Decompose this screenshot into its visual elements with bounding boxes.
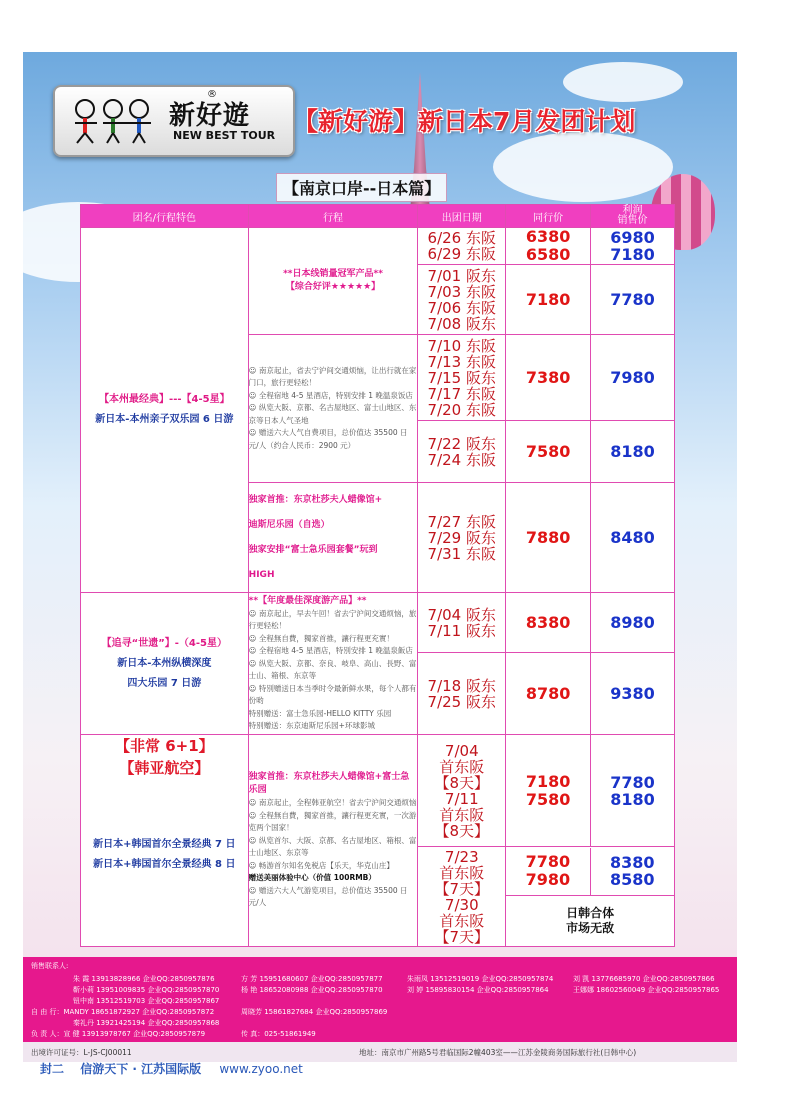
itinerary-item: ☺ 纵览大阪、京都、奈良、岐阜、高山、長野、富士山、箱根、东京等 (248, 658, 417, 680)
price-value: 6580 (525, 245, 571, 264)
website-link[interactable]: www.zyoo.net (219, 1062, 303, 1076)
profit-value: 8380 (610, 853, 655, 873)
col-header-date: 出团日期 (418, 205, 506, 228)
contact-entry: 方 芳 15951680607 企业QQ:2850957877 (241, 975, 383, 983)
contact-entry: 传 真：025-51861949 (241, 1030, 316, 1038)
promo-line: HIGH (248, 569, 275, 580)
departure-date: 7/18 阪东 (427, 676, 496, 695)
tour-name: 新日本+韩国首尔全景经典 8 日 (93, 859, 236, 870)
promo-note-cell (506, 896, 674, 946)
col-header-profit-bottom: 销售价 (617, 215, 648, 226)
profit-value: 7780 (591, 265, 675, 335)
contact-entry: 自 由 行：MANDY 18651872927 企业QQ:2850957872 (31, 1008, 215, 1016)
date-cell (418, 847, 506, 947)
promo-line: 独家首推：东京杜莎夫人蜡像馆+富士急乐园 (248, 772, 410, 796)
departure-date: 7/10 东阪 (427, 336, 496, 355)
departure-date: 7/17 东阪 (427, 384, 496, 403)
contact-entry: 刘 婷 15895830154 企业QQ:2850957864 (407, 986, 549, 994)
profit-cell (591, 735, 675, 847)
itinerary-slogan-cell (248, 228, 418, 335)
price-value: 8380 (506, 593, 591, 653)
table-row (81, 228, 675, 265)
departure-date: 7/06 东阪 (427, 298, 496, 317)
tour-name: 四大乐园 7 日游 (127, 677, 202, 689)
itinerary-item: ☺ 全程宿地 4-5 星酒店，特别安排 1 晚温泉饭店 (248, 390, 413, 400)
table-header-row (81, 205, 675, 228)
date-cell (418, 265, 506, 335)
contacts-label: 销售联系人: (31, 962, 69, 970)
sales-contacts (23, 957, 737, 1042)
profit-value: 6980 (610, 228, 655, 247)
contact-entry: 钮中南 13512519703 企业QQ:2850957867 (73, 997, 220, 1005)
tour-name-highlight: 【追寻“世遗”】-（4-5星） (101, 637, 228, 649)
table-row (81, 593, 675, 653)
publication-name: 信游天下 · 江苏国际版 (80, 1062, 202, 1076)
profit-value: 7180 (610, 245, 655, 264)
contact-entry: 秦礼丹 13921425194 企业QQ:2850957868 (73, 1019, 220, 1027)
profit-cell (591, 228, 675, 265)
itinerary-item: ☺ 赠送六大人气自费项目，总价值达 35500 日元/人（约合人民币：2900 元） (248, 428, 408, 450)
contact-entry: 负 责 人：宣 健 13913978767 企业QQ:2850957879 (31, 1030, 206, 1038)
col-header-profit-top: 利润 (622, 205, 643, 216)
departure-route: 首东阪 (439, 805, 485, 824)
tour-name: 新日本-本州亲子双乐园 6 日游 (95, 414, 234, 425)
departure-date: 7/29 阪东 (427, 528, 496, 547)
price-value: 7180 (525, 771, 571, 791)
date-cell (418, 593, 506, 653)
price-cell (506, 735, 591, 847)
slogan-line: **【年度最佳深度游产品】** (248, 595, 367, 606)
col-header-name: 团名/行程特色 (81, 205, 249, 228)
bottom-caption (40, 1060, 303, 1077)
col-header-price: 同行价 (506, 205, 591, 228)
date-cell (418, 421, 506, 483)
price-value: 7780 (525, 852, 571, 872)
date-cell (418, 335, 506, 421)
date-cell (418, 653, 506, 735)
itinerary-item: ☺ 南京起止，省去宁沪间交通烦恼，让出行就在家门口，旅行更轻松！ (248, 365, 417, 388)
itinerary-item: ☺ 赠送六大人气游览项目，总价值达 35500 日元/人 (248, 885, 408, 908)
tour-schedule-table (80, 204, 675, 947)
trip-length: 【7天】 (434, 927, 490, 946)
registered-mark: ® (207, 89, 217, 100)
itinerary-item: ☺ 全程宿地 4-5 星酒店，特別安排 1 晚温泉飯店 (248, 646, 413, 655)
promo-note: 市场无敌 (566, 920, 615, 935)
contact-entry: 周晓芳 15861827684 企业QQ:2850957869 (241, 1008, 388, 1016)
itinerary-details-cell (248, 335, 418, 483)
itinerary-item: ☺ 纵览大阪、京都、名古屋地区、富士山地区、东京等日本人气圣地 (248, 403, 417, 425)
departure-date: 7/15 阪东 (427, 368, 496, 387)
profit-value: 8580 (610, 870, 655, 890)
spacer (81, 779, 248, 835)
itinerary-item: ☺ 畅游首尔知名免税店【乐天，华克山庄】 (248, 860, 394, 870)
price-value: 7580 (506, 421, 591, 483)
tour-name: 新日本-本州纵横深度 (117, 657, 212, 669)
date-cell (418, 483, 506, 593)
departure-date: 7/22 阪东 (427, 434, 496, 453)
itinerary-item: ☺ 全程無自費，獨家首推，讓行程更充實！ (248, 633, 394, 643)
departure-date: 7/11 (444, 789, 479, 808)
profit-value: 8980 (591, 593, 675, 653)
departure-date: 7/25 阪东 (427, 692, 496, 711)
price-value: 7980 (525, 870, 571, 890)
brand-logo (53, 85, 295, 157)
itinerary-item: ☺ 南京起止，全程韩亚航空！省去宁沪间交通烦恼 (248, 798, 417, 808)
trip-length: 【8天】 (434, 821, 490, 840)
profit-value: 8180 (591, 421, 675, 483)
address: 地址：南京市广州路5号君临国际2幢403室——江苏金陵商务国际旅行社(日韩中心) (359, 1048, 637, 1057)
trip-length: 【8天】 (434, 773, 490, 792)
departure-date: 7/13 东阪 (427, 352, 496, 371)
gift-line: 赠送美丽体验中心（价值 100RMB） (248, 873, 376, 883)
tour-name-cell (81, 228, 249, 593)
price-value: 7180 (506, 265, 591, 335)
departure-date: 7/20 东阪 (427, 400, 496, 419)
profit-value: 8480 (591, 483, 675, 593)
contact-entry: 朱雨凤 13512519019 企业QQ:2850957874 (407, 975, 554, 983)
price-profit-cell (506, 847, 675, 947)
date-cell (418, 228, 506, 265)
promo-line: 独家安排“富士急乐园套餐”玩到 (248, 544, 378, 555)
tour-name-highlight: 【本州最经典】---【4-5星】 (99, 394, 230, 405)
price-value: 7380 (506, 335, 591, 421)
cloud-decoration (563, 62, 683, 102)
departure-date: 7/04 阪东 (427, 605, 496, 624)
departure-date: 7/03 东阪 (427, 282, 496, 301)
itinerary-details-cell (248, 735, 418, 947)
section-subheading: 【南京口岸--日本篇】 (276, 173, 447, 202)
profit-value: 7780 (610, 772, 655, 792)
promo-line: 独家首推：东京杜莎夫人蜡像馆+ (248, 494, 383, 505)
trip-length: 【7天】 (434, 879, 490, 898)
date-cell (418, 735, 506, 847)
slogan-line: 【综合好评★★★★★】 (285, 282, 381, 292)
col-header-itinerary: 行程 (248, 205, 418, 228)
departure-date: 7/30 (444, 895, 479, 914)
profit-value: 7980 (591, 335, 675, 421)
departure-date: 7/24 东阪 (427, 450, 496, 469)
departure-date: 7/04 (444, 741, 479, 760)
tour-tag: 【韩亚航空】 (119, 759, 210, 777)
brochure-page (23, 52, 737, 1062)
contact-entry: 靳小莉 13951009835 企业QQ:2850957870 (73, 986, 220, 994)
price-value: 8780 (506, 653, 591, 735)
profit-value: 8180 (610, 789, 655, 809)
itinerary-item: ☺ 特別赠送日本当季时令最新鲜水果，每个人都有份哟 (248, 683, 417, 705)
itinerary-item: ☺ 全程無自費，獨家首推，讓行程更充實，一次游览两个国家！ (248, 810, 417, 833)
price-cell (506, 228, 591, 265)
slogan-line: **日本线销量冠军产品** (283, 269, 383, 279)
brand-name-en: NEW BEST TOUR (173, 129, 276, 142)
tour-name-cell (81, 735, 249, 947)
departure-date: 7/23 (444, 847, 479, 866)
tour-name-cell (81, 593, 249, 735)
itinerary-item: ☺ 南京起止，早去午回！省去宁沪间交通烦恼，旅行更轻松！ (248, 608, 417, 630)
departure-date: 7/31 东阪 (427, 544, 496, 563)
page-title: 【新好游】新日本7月发团计划 (293, 107, 636, 136)
price-value: 7880 (506, 483, 591, 593)
tour-name: 新日本+韩国首尔全景经典 7 日 (93, 839, 236, 850)
itinerary-item: 特别赠送：富士急乐园-HELLO KITTY 乐园 (248, 708, 392, 718)
departure-date: 6/26 东阪 (427, 229, 496, 247)
cloud-decoration (493, 132, 673, 202)
price-value: 7580 (525, 789, 571, 809)
license-number: 出境许可证号：L-JS-CJ00011 (31, 1048, 132, 1057)
itinerary-item: ☺ 纵览首尔、大阪、京都、名古屋地区、箱根、富士山地区、东京等 (248, 835, 417, 858)
price-cell (506, 848, 590, 896)
kids-logo-icon (67, 97, 167, 145)
contact-entry: 朱 霞 13913828966 企业QQ:2850957876 (73, 975, 215, 983)
brand-name-cn: 新好遊 (169, 101, 251, 131)
profit-cell (590, 848, 674, 896)
departure-date: 7/08 阪东 (427, 314, 496, 333)
profit-value: 9380 (591, 653, 675, 735)
contact-entry: 刘 凯 13776685970 企业QQ:2850957866 (573, 975, 715, 983)
departure-date: 7/27 东阪 (427, 512, 496, 531)
contact-entry: 王娜娜 18602560049 企业QQ:2850957865 (573, 986, 720, 994)
tour-tag: 【非常 6+1】 (115, 737, 214, 755)
itinerary-promo-cell (248, 483, 418, 593)
promo-line: 迪斯尼乐园（自选） (248, 519, 330, 530)
contact-entry: 杨 艳 18652080988 企业QQ:2850957870 (241, 986, 383, 994)
footer-bar (23, 1042, 737, 1062)
departure-route: 首东阪 (439, 757, 485, 776)
itinerary-item: 特别赠送：东京迪斯尼乐园+环球影城 (248, 721, 375, 730)
departure-date: 7/01 阪东 (427, 266, 496, 285)
price-value: 6380 (525, 227, 571, 246)
departure-date: 7/11 阪东 (427, 621, 496, 640)
itinerary-details-cell (248, 593, 418, 735)
departure-route: 首东阪 (439, 911, 485, 930)
page-label: 封二 (40, 1062, 65, 1076)
table-row (81, 735, 675, 847)
col-header-profit (591, 205, 675, 228)
nested-price-table (506, 848, 674, 946)
departure-route: 首东阪 (439, 863, 485, 882)
departure-date: 6/29 东阪 (427, 245, 496, 263)
promo-note: 日韩合体 (566, 905, 615, 920)
